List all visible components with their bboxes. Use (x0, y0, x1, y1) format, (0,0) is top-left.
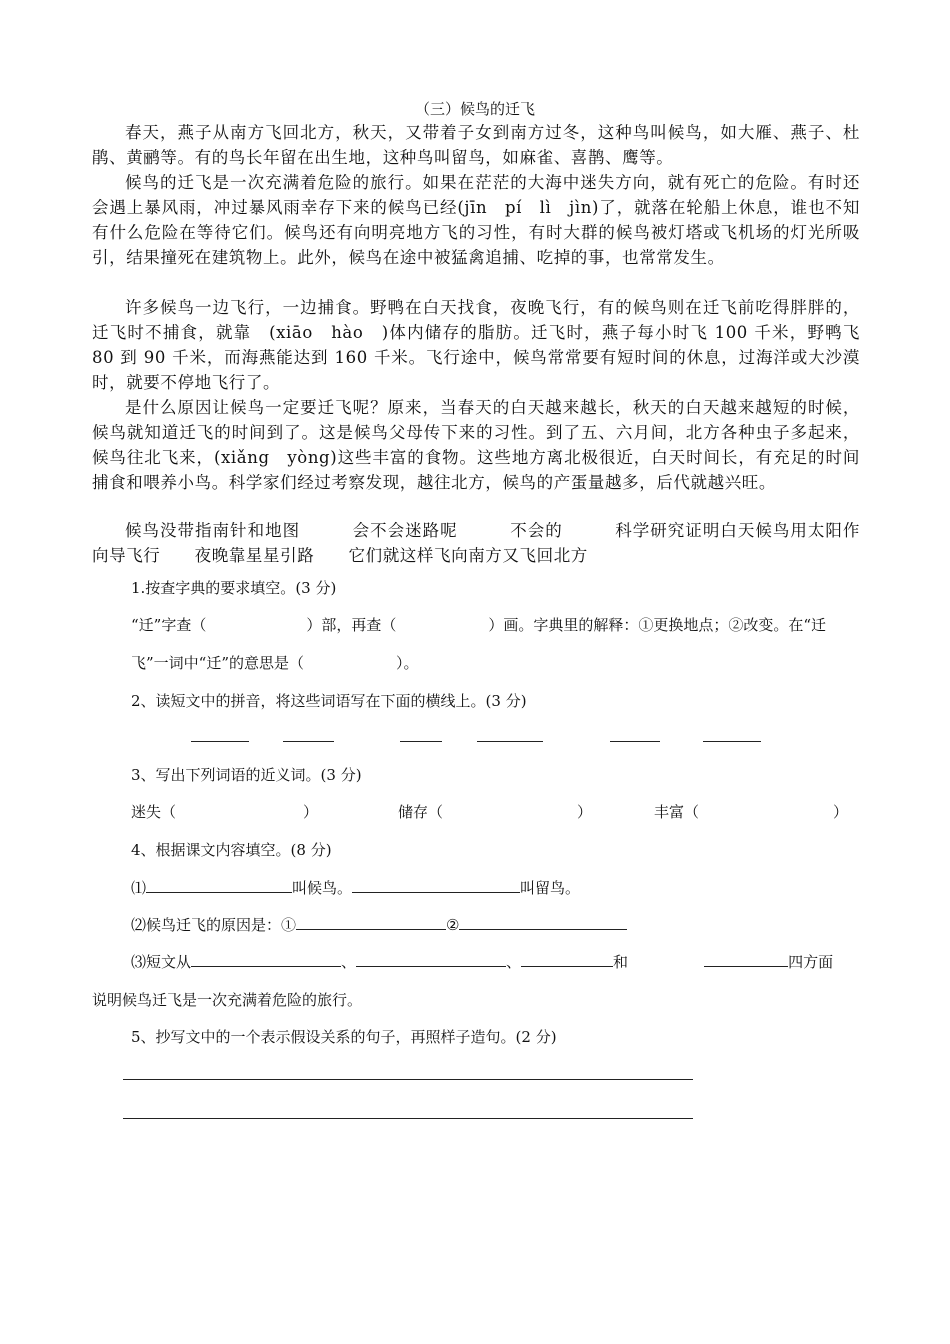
question-1-line-2 (131, 652, 419, 673)
paragraph-text: 候鸟的迁飞是一次充满着危险的旅行。如果在茫茫的大海中迷失方向，就有死亡的危险。有时还会遇上暴风雨，冲过暴风雨幸存下来的候鸟已经(jīn pí lì jìn)了，就落在轮船上休息，谁也不知有什么危险在等待它们。候鸟还有向明亮地方飞的习性，有时大群的候鸟被灯塔或飞机场的灯光所吸引，结果撞死在建筑物上。此外，候鸟在途中被猛禽追捕、吃掉的事，也常常发生。 (92, 173, 860, 267)
q4-s2-text: ⑵候鸟迁飞的原因是：① (131, 916, 297, 934)
q4-s3-end: 四方面 (788, 953, 834, 971)
q4-blank[interactable] (704, 952, 788, 967)
q4-blank[interactable] (352, 878, 520, 893)
q4-blank[interactable] (296, 915, 446, 930)
question-1-title: 1.按查字典的要求填空。(3 分) (131, 579, 337, 597)
q2-answer-line[interactable] (703, 741, 761, 742)
q4-s3-sep: 、 (506, 953, 522, 971)
question-5-title: 5、抄写文中的一个表示假设关系的句子，再照样子造句。(2 分) (131, 1028, 557, 1046)
q4-s3-sep: 、 (341, 953, 357, 971)
q3-word-3: 丰富（ (654, 803, 700, 821)
q4-s1-number: ⑴ (131, 879, 147, 897)
q3-word-2: 储存（ (398, 803, 444, 821)
q2-answer-line[interactable] (477, 741, 543, 742)
q1-text-d: 飞”一词中“迁”的意思是（ (131, 654, 305, 672)
question-3-title: 3、写出下列词语的近义词。(3 分) (131, 766, 362, 784)
q4-s3-text-a: ⑶短文从 (131, 953, 192, 971)
q3-close-2: ） (577, 803, 593, 821)
q2-answer-line[interactable] (283, 741, 334, 742)
q2-answer-line[interactable] (191, 741, 249, 742)
question-4-title: 4、根据课文内容填空。(8 分) (131, 841, 332, 859)
q4-sentence-3 (131, 951, 833, 972)
passage-paragraph-4 (92, 395, 860, 495)
q2-answer-line[interactable] (400, 741, 442, 742)
paragraph-text: 是什么原因让候鸟一定要迁飞呢？原来，当春天的白天越来越长，秋天的白天越来越短的时候，候鸟就知道迁飞的时间到了。这是候鸟父母传下来的习性。到了五、六月间，北方各种虫子多起来，候鸟往北飞来，(xiǎng yòng)这些丰富的食物。这些地方离北极很近，白天时间长，有充足的时间捕食和喂养小鸟。科学家们经过考察发现，越往北方，候鸟的产蛋量越多，后代就越兴旺。 (92, 398, 860, 492)
q4-blank[interactable] (521, 952, 613, 967)
passage-title: （三）候鸟的迁飞 (414, 100, 535, 118)
q1-text-e: ）。 (396, 654, 419, 672)
passage-paragraph-3 (92, 295, 860, 395)
q4-sentence-2 (131, 914, 627, 935)
q1-text-c: ）画。字典里的解释：①更换地点；②改变。在“迁 (488, 616, 827, 634)
paragraph-text: 春天，燕子从南方飞回北方，秋天，又带着子女到南方过冬，这种鸟叫候鸟，如大雁、燕子、杜鹃、黄鹂等。有的鸟长年留在出生地，这种鸟叫留鸟，如麻雀、喜鹊、鹰等。 (92, 123, 860, 167)
q4-blank[interactable] (191, 952, 341, 967)
question-1-line-1 (131, 614, 826, 635)
passage-paragraph-1 (92, 120, 860, 170)
q3-close-3: ） (833, 803, 849, 821)
q4-s1-text-a: 叫候鸟。 (292, 879, 353, 897)
q1-text-a: “迁”字查（ (131, 616, 207, 634)
q4-blank[interactable] (356, 952, 506, 967)
q1-text-b: ）部，再查（ (306, 616, 397, 634)
passage-paragraph-2 (92, 170, 860, 270)
q5-answer-line[interactable] (123, 1118, 693, 1119)
q2-answer-line[interactable] (610, 741, 660, 742)
q4-blank[interactable] (146, 878, 292, 893)
q3-word-1: 迷失（ (131, 803, 177, 821)
q4-sentence-3-continued: 说明候鸟迁飞是一次充满着危险的旅行。 (92, 991, 363, 1009)
question-2-title: 2、读短文中的拼音，将这些词语写在下面的横线上。(3 分) (131, 692, 527, 710)
q4-blank[interactable] (459, 915, 627, 930)
paragraph-text: 许多候鸟一边飞行，一边捕食。野鸭在白天找食，夜晚飞行，有的候鸟则在迁飞前吃得胖胖的，迁飞时不捕食，就靠 (xiāo hào )体内储存的脂肪。迁飞时，燕子每小时飞 100 千米，野鸭飞 80 到 90 千米，而海燕能达到 160 千米。飞行途中，候鸟常常要有短时间的休息，过海洋或大沙漠时，就要不停地飞行了。 (92, 298, 860, 392)
q4-sentence-1 (131, 877, 580, 898)
passage-paragraph-5 (92, 518, 860, 568)
q4-s1-text-b: 叫留鸟。 (520, 879, 581, 897)
q3-close-1: ） (303, 803, 319, 821)
q5-answer-line[interactable] (123, 1079, 693, 1080)
paragraph-text: 候鸟没带指南针和地图 会不会迷路呢 不会的 科学研究证明白天候鸟用太阳作向导飞行 夜晚靠星星引路 它们就这样飞向南方又飞回北方 (92, 521, 860, 565)
q4-s3-and: 和 (613, 953, 629, 971)
q4-s2-text-b: ② (446, 916, 460, 934)
